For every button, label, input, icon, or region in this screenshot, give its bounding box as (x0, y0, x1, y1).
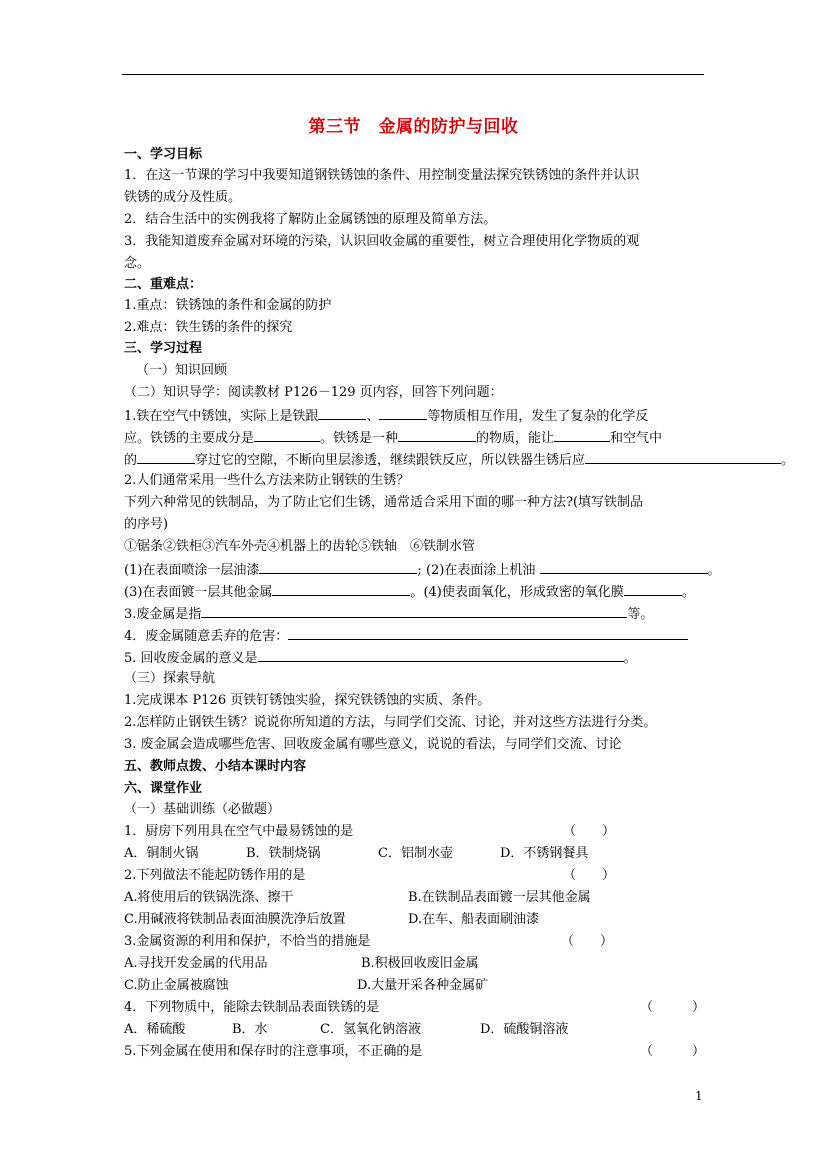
mc-question-stem: 3.金属资源的利用和保护，不恰当的措施是 (124, 934, 371, 949)
mc-option: D．不锈钢餐具 (500, 846, 589, 861)
mc-question-stem: 4．下列物质中，能除去铁制品表面铁锈的是 (124, 1000, 380, 1015)
blank[interactable] (379, 406, 427, 420)
answer-parentheses[interactable]: （ ） (563, 824, 616, 839)
page-title: 第三节 金属的防护与回收 (308, 117, 519, 137)
subsection-explore: （三）探索导航 (124, 671, 216, 686)
mc-question-stem: 5.下列金属在使用和保存时的注意事项，不正确的是 (124, 1044, 423, 1059)
mc-question-stem: 2.下列做法不能起防锈作用的是 (124, 868, 306, 883)
keypoint-1: 1.重点：铁锈蚀的条件和金属的防护 (124, 298, 332, 313)
goal-1-line-b: 铁锈的成分及性质。 (124, 190, 242, 205)
blank[interactable] (137, 450, 195, 464)
mc-option: D.在车、船表面刷油漆 (408, 912, 540, 927)
answer-parentheses[interactable]: （ ） (563, 868, 616, 883)
blank[interactable] (254, 428, 320, 442)
question-1-line-b: 应。铁锈的主要成分是 。铁锈是一种 的物质，能让 和空气中 (124, 428, 662, 447)
mc-option: B．水 (232, 1022, 268, 1037)
header-rule (122, 74, 704, 75)
mc-option: C.用碱液将铁制品表面油膜洗净后放置 (124, 912, 346, 927)
section-heading-process: 三、学习过程 (124, 341, 203, 356)
iron-items-list: ①锯条②铁柜③汽车外壳④机器上的齿轮⑤铁轴 ⑥铁制水管 (124, 539, 476, 554)
goal-2: 2．结合生活中的实例我将了解防止金属锈蚀的原理及简单方法。 (124, 212, 497, 227)
blank[interactable] (585, 450, 781, 464)
goal-3-line-a: 3．我能知道废弃金属对环境的污染，认识回收金属的重要性，树立合理使用化学物质的观 (124, 234, 640, 249)
blank[interactable] (318, 406, 366, 420)
subsection-guide: （二）知识导学：阅读教材 P126－129 页内容，回答下列问题： (124, 385, 503, 400)
page-number: 1 (695, 1089, 703, 1103)
question-1-line-c: 的 穿过它的空隙，不断向里层渗透，继续跟铁反应，所以铁器生锈后应 。 (124, 450, 794, 469)
blank[interactable] (624, 582, 682, 596)
blank[interactable] (272, 582, 410, 596)
question-3: 3.废金属是指 等。 (124, 604, 653, 623)
methods-line-2: (3)在表面镀一层其他金属 。(4)使表面氧化，形成致密的氧化膜 。 (124, 582, 695, 601)
goal-1-line-a: 1．在这一节课的学习中我要知道钢铁锈蚀的条件、用控制变量法探究铁锈蚀的条件并认识 (124, 168, 640, 183)
mc-option: C．铝制水壶 (378, 846, 453, 861)
answer-parentheses[interactable]: （ ） (561, 934, 614, 949)
methods-line-1: (1)在表面喷涂一层油漆 ; (2)在表面涂上机油 。 (124, 560, 721, 579)
mc-option: C.防止金属被腐蚀 (124, 978, 229, 993)
mc-option: B.在铁制品表面镀一层其他金属 (408, 890, 591, 905)
question-4: 4．废金属随意丢弃的危害： (124, 626, 688, 645)
mc-option: A．稀硫酸 (124, 1022, 186, 1037)
blank[interactable] (201, 604, 627, 618)
section-heading-summary: 五、教师点拨、小结本课时内容 (124, 759, 307, 774)
explore-2: 2.怎样防止钢铁生锈？说说你所知道的方法，与同学们交流、讨论，并对这些方法进行分类。 (124, 715, 657, 730)
mc-option: C．氢氧化钠溶液 (320, 1022, 421, 1037)
question-2-line-a: 2.人们通常采用一些什么方法来防止钢铁的生锈？ (124, 473, 410, 488)
mc-option: D．硫酸铜溶液 (480, 1022, 569, 1037)
mc-option: B.积极回收废旧金属 (361, 956, 479, 971)
mc-option: B．铁制烧锅 (246, 846, 321, 861)
question-2-line-c: 的序号) (124, 517, 169, 532)
blank[interactable] (398, 428, 476, 442)
mc-question-stem: 1．厨房下列用具在空气中最易锈蚀的是 (124, 824, 354, 839)
section-heading-keypoints: 二、重难点： (124, 277, 203, 292)
keypoint-2: 2.难点：铁生锈的条件的探究 (124, 320, 293, 335)
mc-option: D.大量开采各种金属矿 (357, 978, 489, 993)
explore-1: 1.完成课本 P126 页铁钉锈蚀实验，探究铁锈蚀的实质、条件。 (124, 693, 491, 708)
blank[interactable] (258, 648, 624, 662)
answer-parentheses[interactable]: （ ） (640, 1000, 706, 1015)
section-heading-goals: 一、学习目标 (124, 147, 203, 162)
blank[interactable] (259, 560, 417, 574)
blank[interactable] (554, 428, 610, 442)
goal-3-line-b: 念。 (124, 256, 151, 271)
subsection-review: （一）知识回顾 (136, 363, 228, 378)
mc-option: A.将使用后的铁锅洗涤、擦干 (124, 890, 294, 905)
mc-option: A.寻找开发金属的代用品 (124, 956, 268, 971)
section-heading-homework: 六、课堂作业 (124, 781, 203, 796)
blank[interactable] (288, 626, 688, 640)
question-1-line-a: 1.铁在空气中锈蚀，实际上是铁跟 、 等物质相互作用，发生了复杂的化学反 (124, 406, 648, 425)
answer-parentheses[interactable]: （ ） (640, 1044, 706, 1059)
question-2-line-b: 下列六种常见的铁制品，为了防止它们生锈，通常适合采用下面的哪一种方法?(填写铁制品 (124, 495, 644, 510)
subsection-basic-training: （一）基础训练（必做题） (124, 802, 281, 817)
mc-option: A．铜制火锅 (124, 846, 199, 861)
blank[interactable] (540, 560, 708, 574)
explore-3: 3. 废金属会造成哪些危害、回收废金属有哪些意义，说说的看法，与同学们交流、讨论 (124, 737, 622, 752)
question-5: 5. 回收废金属的意义是 。 (124, 648, 637, 667)
